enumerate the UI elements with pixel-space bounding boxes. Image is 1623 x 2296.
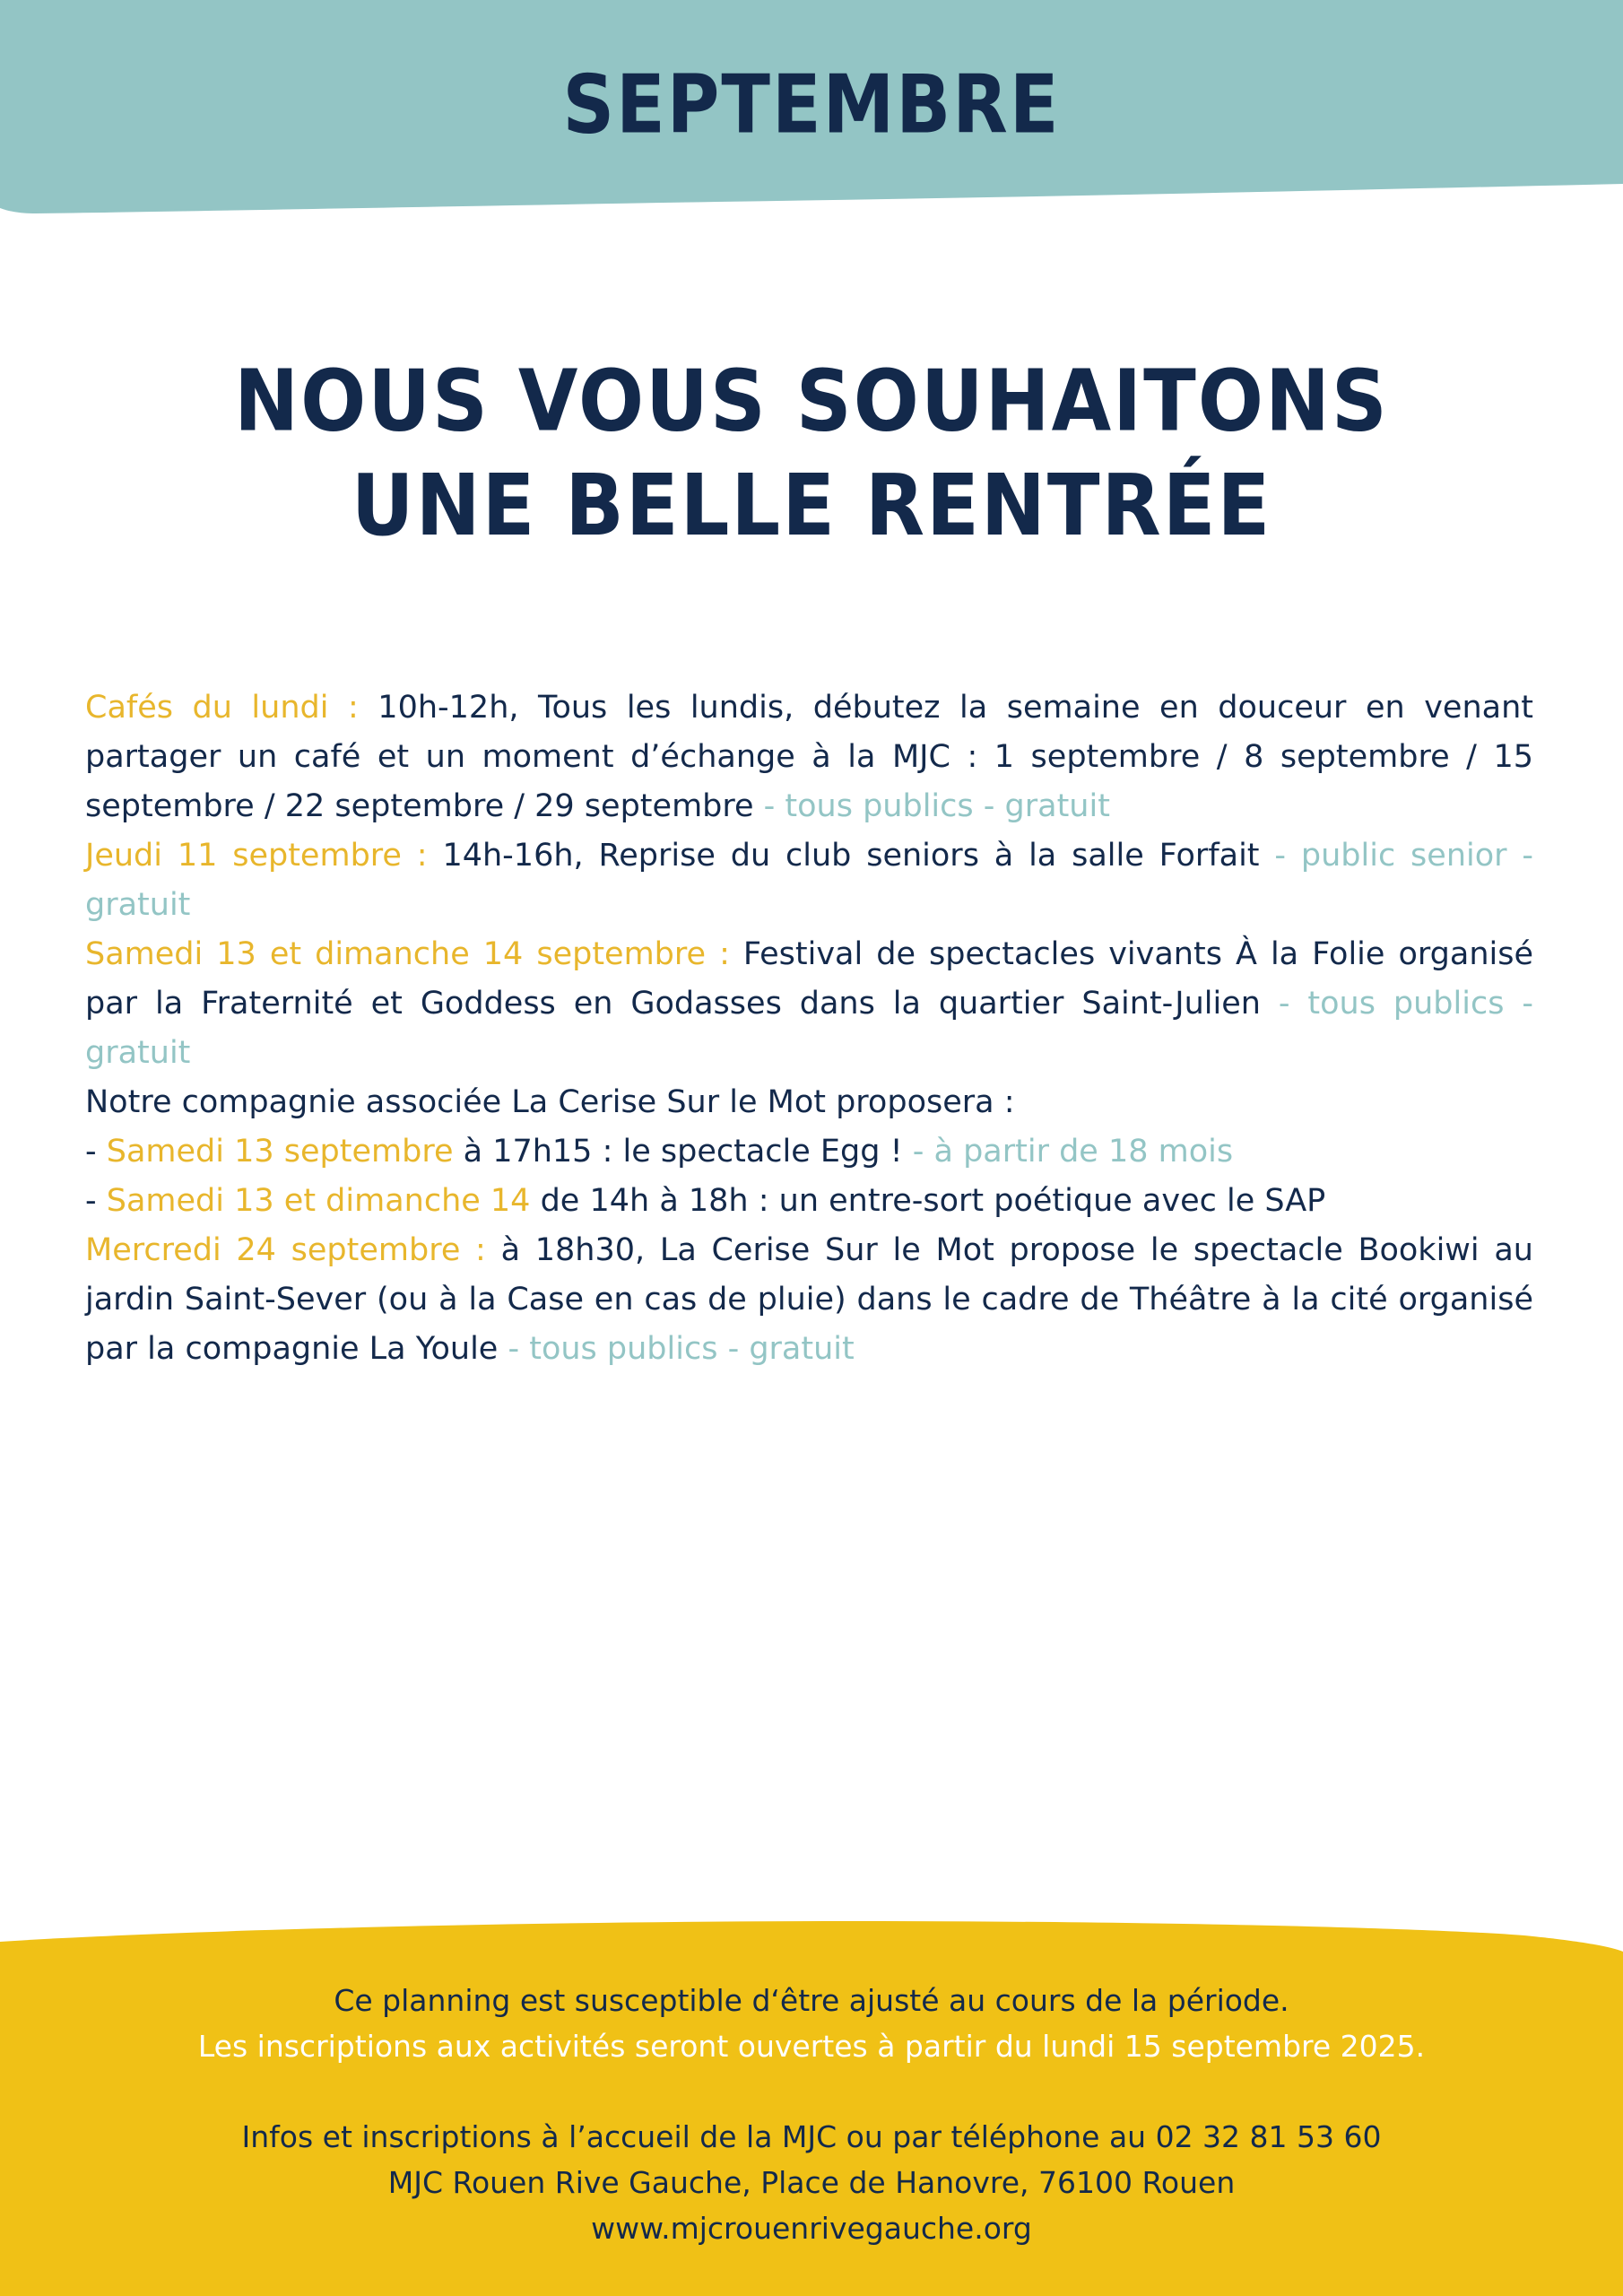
event-audience-tag: - public senior - gratuit: [85, 838, 1534, 923]
planning-notice: Ce planning est susceptible d‘être ajusté au cours de la période.: [334, 1983, 1289, 2018]
event-date-label: Samedi 13 et dimanche 14: [106, 1183, 531, 1219]
event-audience-tag: - tous publics - gratuit: [498, 1331, 855, 1367]
event-description: à 18h30, La Cerise Sur le Mot propose le spectacle Bookiwi au jardin Saint-Sever (ou à la Case en cas de pluie) dans le cadre de Théâtre à la cité organisé par la compagnie La Youle: [85, 1232, 1533, 1367]
event-description: de 14h à 18h : un entre-sort poétique avec le SAP: [530, 1183, 1326, 1219]
website-link[interactable]: www.mjcrouenrivegauche.org: [591, 2211, 1032, 2246]
event-audience-tag: - tous publics - gratuit: [85, 986, 1533, 1071]
spacer: [0, 2069, 1623, 2114]
headline: [0, 349, 1623, 558]
event-date-label: Mercredi 24 septembre :: [85, 1232, 486, 1268]
event-date-label: Samedi 13 et dimanche 14 septembre :: [85, 936, 730, 972]
contact-info: Infos et inscriptions à l’accueil de la MJC ou par téléphone au 02 32 81 53 60: [241, 2119, 1382, 2154]
event-item: [85, 831, 1533, 930]
event-audience-tag: - tous publics - gratuit: [753, 788, 1110, 824]
event-description: 10h-12h, Tous les lundis, débutez la semaine en douceur en venant partager un café et un moment d’échange à la MJC : 1 septembre / 8 septembre / 15 septembre / 22 septembre / 29 septembre: [85, 690, 1533, 824]
registration-notice: Les inscriptions aux activités seront ouvertes à partir du lundi 15 septembre 2025.: [197, 2029, 1426, 2064]
company-intro: Notre compagnie associée La Cerise Sur le Mot proposera :: [85, 1084, 1015, 1120]
event-date-label: Cafés du lundi :: [85, 690, 359, 726]
event-item: [85, 1226, 1533, 1374]
month-title: SEPTEMBRE: [562, 57, 1061, 152]
headline-line-2: UNE BELLE RENTRÉE: [351, 457, 1272, 556]
event-list: [85, 683, 1533, 1374]
event-description: Festival de spectacles vivants À la Folie organisé par la Fraternité et Goddess en Godasses dans la quartier Saint-Julien: [85, 936, 1533, 1022]
headline-line-1: NOUS VOUS SOUHAITONS: [234, 352, 1389, 451]
event-description: 14h-16h, Reprise du club seniors à la salle Forfait: [427, 838, 1260, 874]
company-item: [85, 1177, 1533, 1226]
event-description: à 17h15 : le spectacle Egg !: [453, 1134, 903, 1170]
event-audience-tag: - à partir de 18 mois: [902, 1134, 1234, 1170]
address: MJC Rouen Rive Gauche, Place de Hanovre, 76100 Rouen: [387, 2165, 1236, 2200]
event-item: [85, 930, 1533, 1078]
event-item: [85, 683, 1533, 831]
company-item: [85, 1127, 1533, 1177]
footer-info: [0, 1978, 1623, 2251]
bullet-dash: -: [85, 1183, 107, 1219]
bullet-dash: -: [85, 1134, 107, 1170]
event-date-label: Jeudi 11 septembre :: [85, 838, 428, 874]
event-date-label: Samedi 13 septembre: [106, 1134, 454, 1170]
